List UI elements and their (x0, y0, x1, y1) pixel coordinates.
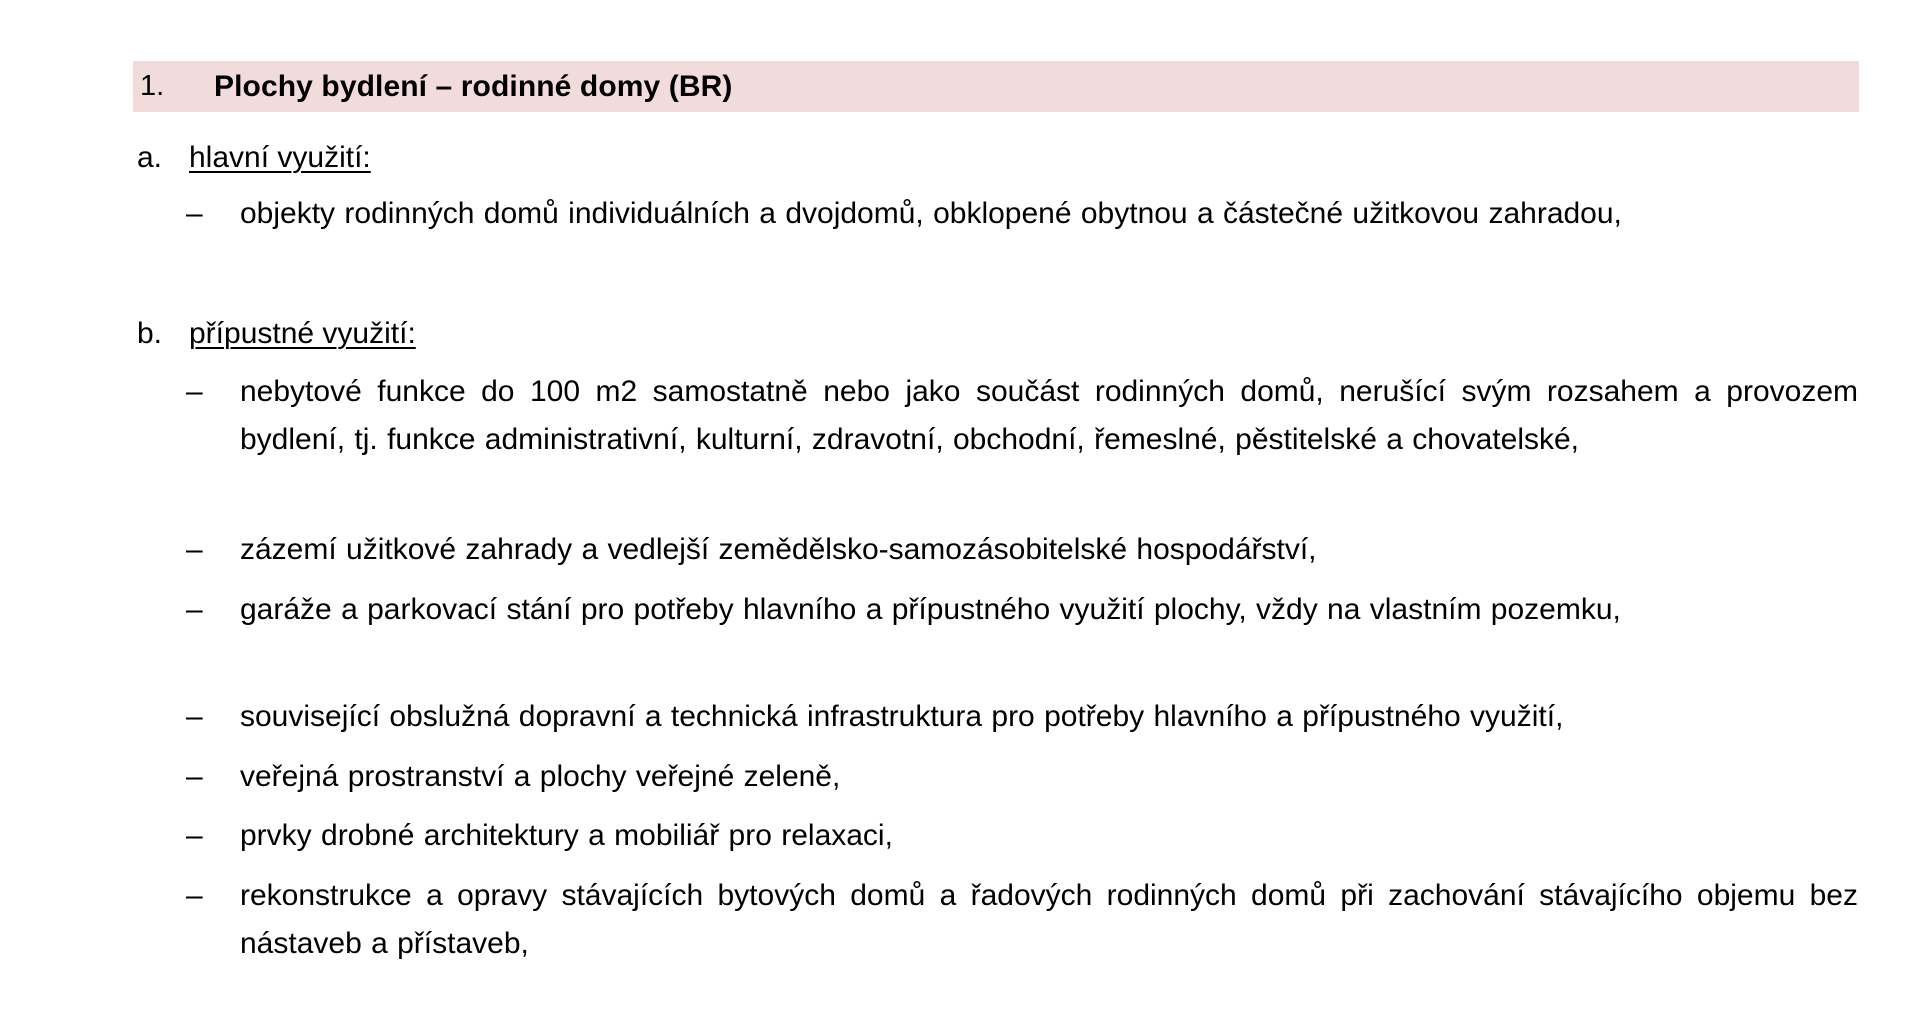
dash-bullet: – (186, 593, 203, 626)
list-item-text: garáže a parkovací stání pro potřeby hlavního a přípustného využití plochy, vždy na vlastním pozemku, (240, 593, 1621, 626)
section-number: 1. (140, 70, 165, 102)
list-item (186, 190, 1858, 238)
dash-bullet: – (186, 533, 203, 566)
list-item (186, 872, 1858, 968)
section-header (133, 61, 1859, 112)
list-item (186, 526, 1858, 574)
section-title: Plochy bydlení – rodinné domy (BR) (214, 69, 733, 103)
subsection-heading-text: přípustné využití: (189, 317, 416, 350)
list-item-text: prvky drobné architektury a mobiliář pro relaxaci, (240, 819, 893, 852)
subsection-letter: b. (137, 317, 163, 350)
subsection-heading-text: hlavní využití: (189, 141, 371, 174)
dash-bullet: – (186, 819, 203, 852)
list-item (186, 586, 1858, 634)
list-item-text: nebytové funkce do 100 m2 samostatně nebo jako součást rodinných domů, nerušící svým rozsahem a provozem bydlení, tj. funkce administrativní, kulturní, zdravotní, obchodní, řemeslné, pěstitelské a chovatelské, (240, 375, 1858, 456)
subsection-letter: a. (137, 141, 163, 174)
list-item-text: související obslužná dopravní a technická infrastruktura pro potřeby hlavního a přípustného využití, (240, 700, 1564, 733)
list-item (186, 812, 1858, 860)
list-item (186, 368, 1858, 464)
dash-bullet: – (186, 197, 203, 230)
dash-bullet: – (186, 700, 203, 733)
subsection-heading-a (137, 138, 371, 178)
list-item-text: rekonstrukce a opravy stávajících bytových domů a řadových rodinných domů při zachování stávajícího objemu bez nástaveb a přístaveb, (240, 879, 1858, 960)
subsection-heading-b (137, 314, 416, 354)
list-item-text: zázemí užitkové zahrady a vedlejší zemědělsko-samozásobitelské hospodářství, (240, 533, 1317, 566)
list-item-text: veřejná prostranství a plochy veřejné zeleně, (240, 760, 841, 793)
list-item (186, 693, 1858, 741)
list-item-text: objekty rodinných domů individuálních a dvojdomů, obklopené obytnou a částečné užitkovou zahradou, (240, 197, 1622, 230)
dash-bullet: – (186, 375, 203, 408)
list-item (186, 753, 1858, 801)
dash-bullet: – (186, 879, 203, 912)
dash-bullet: – (186, 760, 203, 793)
